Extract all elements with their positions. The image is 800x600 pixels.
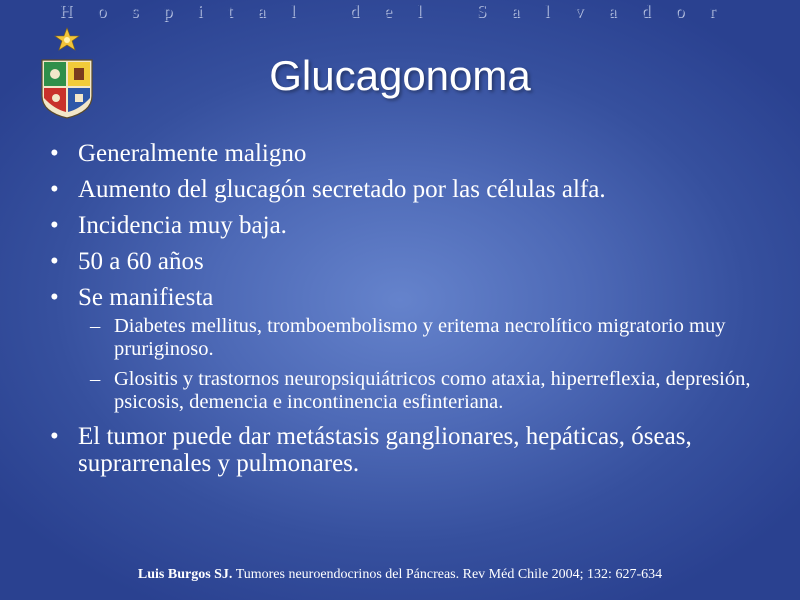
bullet-icon: • [50,423,59,450]
bullet-text: Generalmente maligno [78,140,307,167]
bullet-icon: • [50,140,59,167]
citation [0,566,800,584]
citation-author: Luis Burgos SJ. [137,567,233,582]
bullet-text: 50 a 60 años [78,248,204,275]
bullet-item [48,248,778,275]
bullet-item [48,284,778,414]
bullet-text: Aumento del glucagón secretado por las células alfa. [78,176,606,203]
sub-bullet-item [78,368,778,414]
bullet-text: El tumor puede dar metástasis ganglionares, hepáticas, óseas, suprarrenales y pulmonares. [78,423,692,477]
sub-bullet-text: Glositis y trastornos neuropsiquiátricos como ataxia, hiperreflexia, depresión, psicosis, demencia e incontinencia esfinteriana. [114,368,751,413]
bullet-item [48,212,778,239]
header-hospital-name: Hospital del Salvador [59,1,741,21]
bullet-item [48,423,778,477]
bullet-item [48,140,778,167]
bullet-icon: • [50,176,59,203]
sub-bullet-list [78,315,778,414]
bullet-text: Se manifiesta [78,284,214,311]
bullet-icon: • [50,212,59,239]
citation-reference: Tumores neuroendocrinos del Páncreas. Rev Méd Chile 2004; 132: 627-634 [235,567,663,582]
bullet-icon: • [50,284,59,311]
bullet-list [48,140,778,486]
sub-bullet-item [78,315,778,361]
dash-icon: – [90,315,101,337]
bullet-item [48,176,778,203]
bullet-icon: • [50,248,59,275]
sub-bullet-text: Diabetes mellitus, tromboembolismo y eritema necrolítico migratorio muy pruriginoso. [114,315,726,360]
dash-icon: – [90,368,101,390]
slide-title: Glucagonoma [269,52,531,99]
bullet-text: Incidencia muy baja. [78,212,287,239]
